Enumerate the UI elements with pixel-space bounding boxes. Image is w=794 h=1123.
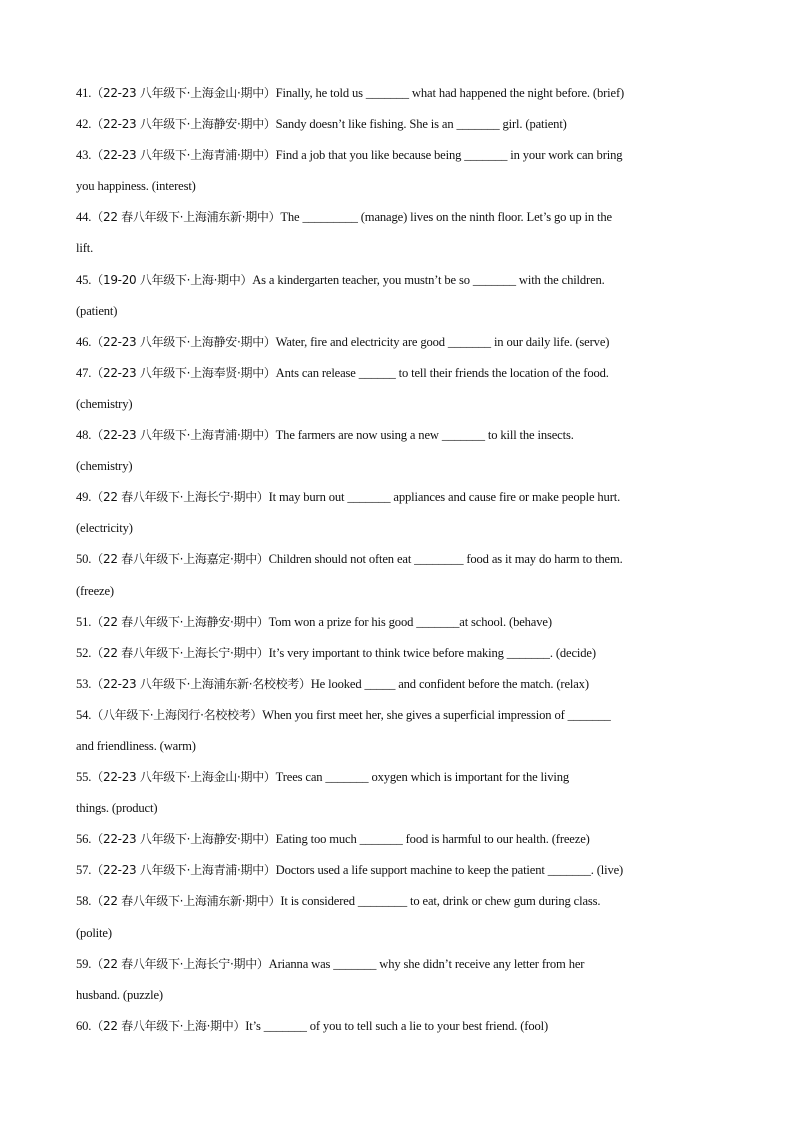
- question-number: 60.: [76, 1018, 92, 1033]
- question-continuation: [76, 233, 716, 264]
- question-source: （22-23 八年级下·上海青浦·期中）: [91, 148, 276, 163]
- question-continuation: [76, 171, 716, 202]
- question-line: [76, 1011, 716, 1042]
- question-line: [76, 140, 716, 171]
- question-line: [76, 109, 716, 140]
- question-source: （22 春八年级下·上海浦东新·期中）: [91, 210, 281, 225]
- question-text: Sandy doesn’t like fishing. She is an _______ girl. (patient): [275, 117, 567, 132]
- question-line: [76, 482, 716, 513]
- question-number: 50.: [76, 552, 92, 567]
- question-text: (electricity): [76, 521, 133, 536]
- question-text: Trees can _______ oxygen which is important for the living: [275, 770, 570, 785]
- question-text: When you first meet her, she gives a superficial impression of _______: [262, 707, 611, 722]
- question-line: [76, 700, 716, 731]
- question-text: He looked _____ and confident before the match. (relax): [310, 676, 589, 691]
- question-number: 58.: [76, 894, 92, 909]
- question-text: (freeze): [76, 583, 114, 598]
- question-source: （22-23 八年级下·上海浦东新·名校校考）: [91, 676, 311, 691]
- question-source: （22-23 八年级下·上海静安·期中）: [91, 334, 276, 349]
- question-text: lift.: [76, 241, 94, 256]
- question-source: （22-23 八年级下·上海青浦·期中）: [91, 428, 276, 443]
- question-source: （22-23 八年级下·上海静安·期中）: [91, 832, 276, 847]
- question-number: 56.: [76, 832, 92, 847]
- question-continuation: [76, 296, 716, 327]
- question-list: [76, 78, 716, 1042]
- question-number: 48.: [76, 428, 92, 443]
- question-source: （22-23 八年级下·上海静安·期中）: [91, 117, 276, 132]
- question-number: 49.: [76, 490, 92, 505]
- question-text: The farmers are now using a new _______ to kill the insects.: [275, 428, 574, 443]
- question-continuation: [76, 980, 716, 1011]
- question-number: 47.: [76, 365, 92, 380]
- question-source: （22-23 八年级下·上海金山·期中）: [91, 86, 276, 100]
- question-text: (polite): [76, 925, 112, 940]
- question-number: 59.: [76, 956, 92, 971]
- question-continuation: [76, 793, 716, 824]
- question-line: [76, 265, 716, 296]
- question-line: [76, 358, 716, 389]
- question-text: Ants can release ______ to tell their friends the location of the food.: [275, 365, 609, 380]
- question-number: 53.: [76, 676, 92, 691]
- question-line: [76, 949, 716, 980]
- question-number: 46.: [76, 334, 92, 349]
- question-source: （22 春八年级下·上海长宁·期中）: [91, 490, 269, 505]
- question-text: Children should not often eat ________ food as it may do harm to them.: [268, 552, 623, 567]
- question-source: （22-23 八年级下·上海青浦·期中）: [91, 863, 276, 878]
- question-source: （22-23 八年级下·上海奉贤·期中）: [91, 365, 276, 380]
- question-line: [76, 886, 716, 917]
- question-line: [76, 855, 716, 886]
- question-continuation: [76, 451, 716, 482]
- question-continuation: [76, 389, 716, 420]
- question-text: Finally, he told us _______ what had happened the night before. (brief): [275, 86, 625, 100]
- question-source: （19-20 八年级下·上海·期中）: [91, 272, 253, 287]
- question-source: （22-23 八年级下·上海金山·期中）: [91, 770, 276, 785]
- question-number: 57.: [76, 863, 92, 878]
- question-line: [76, 762, 716, 793]
- question-text: The _________ (manage) lives on the ninth floor. Let’s go up in the: [280, 210, 612, 225]
- question-continuation: [76, 731, 716, 762]
- question-number: 42.: [76, 117, 92, 132]
- question-text: Water, fire and electricity are good _______ in our daily life. (serve): [275, 334, 610, 349]
- question-line: [76, 607, 716, 638]
- question-number: 51.: [76, 614, 92, 629]
- question-text: (patient): [76, 303, 118, 318]
- question-source: （22 春八年级下·上海长宁·期中）: [91, 956, 269, 971]
- question-number: 41.: [76, 86, 92, 100]
- question-continuation: [76, 576, 716, 607]
- question-line: [76, 202, 716, 233]
- question-number: 55.: [76, 770, 92, 785]
- question-source: （22 春八年级下·上海浦东新·期中）: [91, 894, 281, 909]
- question-text: Find a job that you like because being _______ in your work can bring: [275, 148, 623, 163]
- question-text: It is considered ________ to eat, drink or chew gum during class.: [280, 894, 601, 909]
- question-number: 43.: [76, 148, 92, 163]
- question-number: 44.: [76, 210, 92, 225]
- question-source: （22 春八年级下·上海长宁·期中）: [91, 645, 269, 660]
- question-text: Eating too much _______ food is harmful to our health. (freeze): [275, 832, 590, 847]
- question-source: （22 春八年级下·上海嘉定·期中）: [91, 552, 269, 567]
- question-text: and friendliness. (warm): [76, 738, 196, 753]
- question-continuation: [76, 918, 716, 949]
- question-continuation: [76, 513, 716, 544]
- question-text: As a kindergarten teacher, you mustn’t be so _______ with the children.: [252, 272, 605, 287]
- question-number: 45.: [76, 272, 92, 287]
- question-text: (chemistry): [76, 459, 133, 474]
- question-line: [76, 669, 716, 700]
- question-text: husband. (puzzle): [76, 987, 163, 1002]
- question-source: （22 春八年级下·上海·期中）: [91, 1018, 246, 1033]
- question-text: things. (product): [76, 801, 158, 816]
- question-number: 54.: [76, 707, 92, 722]
- question-line: [76, 638, 716, 669]
- question-number: 52.: [76, 645, 92, 660]
- question-line: [76, 420, 716, 451]
- question-text: It may burn out _______ appliances and cause fire or make people hurt.: [268, 490, 621, 505]
- question-line: [76, 78, 716, 109]
- question-source: （22 春八年级下·上海静安·期中）: [91, 614, 269, 629]
- question-text: It’s _______ of you to tell such a lie to your best friend. (fool): [245, 1018, 549, 1033]
- question-text: Arianna was _______ why she didn’t receive any letter from her: [268, 956, 585, 971]
- question-text: Doctors used a life support machine to keep the patient _______. (live): [275, 863, 624, 878]
- question-text: you happiness. (interest): [76, 179, 196, 194]
- question-line: [76, 544, 716, 575]
- question-line: [76, 824, 716, 855]
- question-text: Tom won a prize for his good _______at school. (behave): [268, 614, 552, 629]
- question-text: It’s very important to think twice before making _______. (decide): [268, 645, 596, 660]
- question-line: [76, 327, 716, 358]
- question-source: （八年级下·上海闵行·名校校考）: [91, 707, 263, 722]
- question-text: (chemistry): [76, 396, 133, 411]
